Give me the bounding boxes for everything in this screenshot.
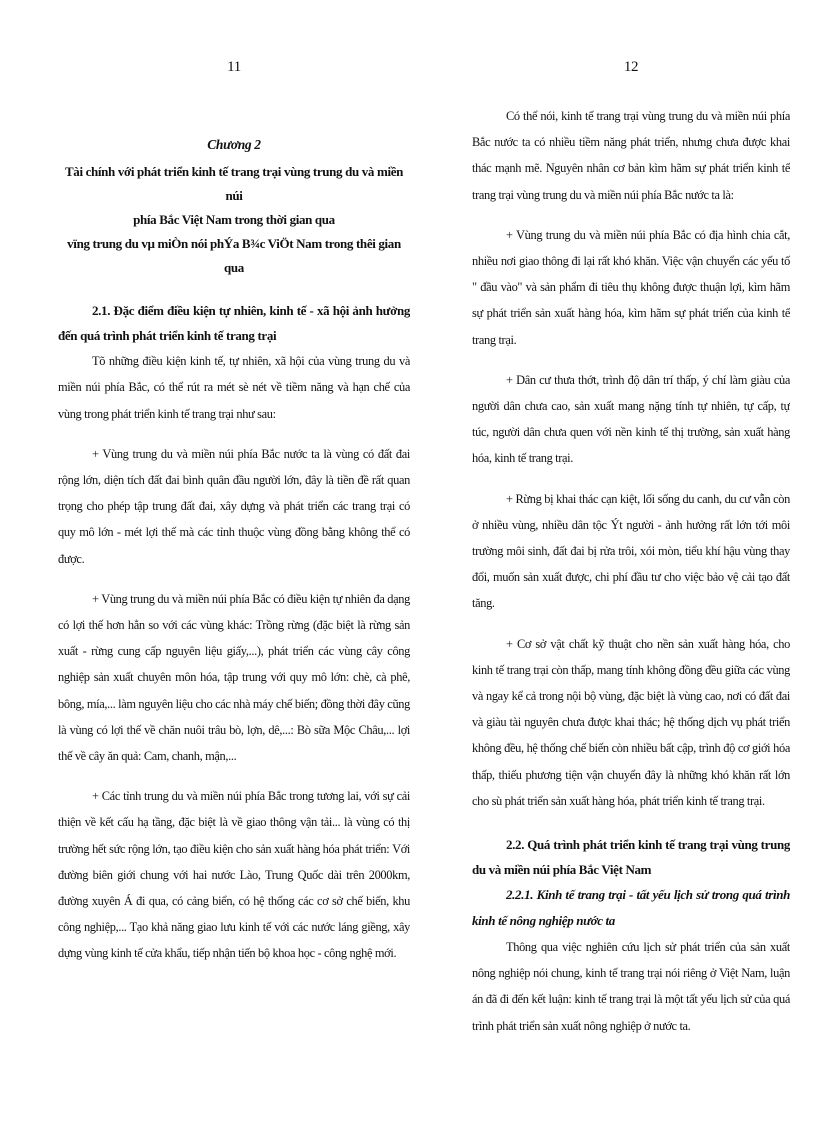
paragraph: + Vùng trung du và miền núi phía Bắc nước ta là vùng có đất đai rộng lớn, diện tích đất đai bình quân đầu người lớn, đây là tiền đề rất quan trọng cho phép tập trung đất đai, xây dựng và phát triển các trang trại có quy mô lớn - mét lợi thế mà các tỉnh thuộc vùng đồng bằng không thể có được. — [58, 446, 410, 566]
paragraph: + Dân cư thưa thớt, trình độ dân trí thấp, ý chí làm giàu của người dân chưa cao, sản xuất mang nặng tính tự nhiên, tự cấp, tự túc, người dân chưa quen với nền kinh tế thị trường, sản xuất hàng hóa, kinh tế trang trại. — [472, 372, 790, 466]
chapter-title-line-3: vïng trung du vµ miÒn nói phÝa B¾c ViÖt Nam trong thêi gian qua — [67, 236, 401, 276]
page-number-right: 12 — [623, 59, 639, 75]
section-heading-2-1: 2.1. Đặc điểm điều kiện tự nhiên, kinh tế - xã hội ảnh hưởng đến quá trình phát triển kinh tế trang trại — [58, 303, 410, 344]
chapter-title-line-1: Tài chính với phát triển kinh tế trang trại vùng trung du và miền núi — [64, 164, 404, 204]
paragraph: + Vùng trung du và miền núi phía Bắc có điều kiện tự nhiên đa dạng có lợi thế hơn hẳn so với các vùng khác: Trồng rừng (đặc biệt là rừng sản xuất - rừng cung cấp nguyên liệu giấy,...), phát triển các vùng cây công nghiệp sản xuất chuyên môn hóa, tập trung với quy mô lớn: chè, cà phê, bông, mía,... làm nguyên liệu cho các nhà máy chế biến; đồng thời đây cũng là vùng có lợi thế về chăn nuôi trâu bò, lợn, dê,...: Bò sữa Mộc Châu,... lợi thế về cây ăn quả: Cam, chanh, mận,... — [58, 591, 410, 764]
paragraph: + Các tỉnh trung du và miền núi phía Bắc trong tương lai, với sự cải thiện về kết cấu hạ tầng, đặc biệt là về giao thông vận tải... là vùng có thị trường hết sức rộng lớn, tạo điều kiện cho sản xuất hàng hóa phát triển: Với đường biên giới chung với hai nước Lào, Trung Quốc dài trên 2000km, đường xuyên Á đi qua, có cảng biển, có hệ thống các cơ sở chế biến, khu công nghiệp,... Tạo khả năng giao lưu kinh tế với các nước láng giềng, xây dựng vùng kinh tế cửa khẩu, tiếp nhận tiến bộ khoa học - công nghệ mới. — [58, 789, 410, 961]
page-number-left: 11 — [227, 59, 241, 75]
section-heading-2-2: 2.2. Quá trình phát triển kinh tế trang trại vùng trung du và miền núi phía Bắc Việt Nam — [472, 837, 790, 878]
chapter-label: Chương 2 — [207, 137, 261, 152]
paragraph: + Rừng bị khai thác cạn kiệt, lối sống du canh, du cư vẫn còn ở nhiều vùng, nhiều dân tộc Ýt người - ảnh hưởng rất lớn tới môi trường môi sinh, đất đai bị rửa trôi, xói mòn, tiểu khí hậu vùng thay đổi, muốn sản xuất được, chi phí đầu tư cho việc bảo vệ cải tạo đất tăng. — [472, 491, 790, 611]
paragraph: + Cơ sở vật chất kỹ thuật cho nền sản xuất hàng hóa, cho kinh tế trang trại còn thấp, mang tính không đồng đều giữa các vùng và ngay kể cả trong nội bộ vùng, đặc biệt là vùng cao, nơi có đất đai và giàu tài nguyên chưa được khai thác; hệ thống dịch vụ phát triển không đều, hệ thống chế biến còn nhiều bất cập, trình độ cơ giới hóa thấp, thiếu phương tiện vận chuyển đây là những khó khăn rất lớn cho sù phát triển sản xuất hàng hóa, phát triển kinh tế trang trại. — [472, 636, 790, 808]
paragraph: Tõ những điều kiện kinh tế, tự nhiên, xã hội của vùng trung du và miền núi phía Bắc, có thể rút ra mét sè nét về tiềm năng và hạn chế của vùng trong phát triển kinh tế trang trại như sau: — [58, 354, 410, 421]
paragraph: Có thể nói, kinh tế trang trại vùng trung du và miền núi phía Bắc nước ta có nhiều tiềm năng phát triển, nhưng chưa được khai thác mạnh mẽ. Nguyên nhân cơ bản kìm hãm sự phát triển kinh tế trang trại vùng trung du và miền núi phía Bắc nước ta là: — [472, 109, 790, 202]
subsection-heading-2-2-1: 2.2.1. Kinh tế trang trại - tất yếu lịch sử trong quá trình kinh tế nông nghiệp nước ta — [472, 887, 790, 929]
chapter-title-line-2: phía Bắc Việt Nam trong thời gian qua — [133, 212, 335, 228]
paragraph: Thông qua việc nghiên cứu lịch sử phát triển của sản xuất nông nghiệp nói chung, kinh tế trang trại nói riêng ở Việt Nam, luận án đã đi đến kết luận: kinh tế trang trại là một tất yếu lịch sử của quá trình phát triển sản xuất nông nghiệp ở nước ta. — [472, 940, 790, 1033]
paragraph: + Vùng trung du và miền núi phía Bắc có địa hình chia cắt, nhiều nơi giao thông đi lại rất khó khăn. Việc vận chuyển các yếu tố " đầu vào" và sản phẩm đi tiêu thụ không được thuận lợi, kìm hãm sự phát triển sản xuất hàng hóa, kìm hãm sự phát triển của kinh tế trang trại. — [472, 227, 790, 347]
left-page — [58, 0, 410, 1123]
right-page — [472, 0, 790, 1123]
